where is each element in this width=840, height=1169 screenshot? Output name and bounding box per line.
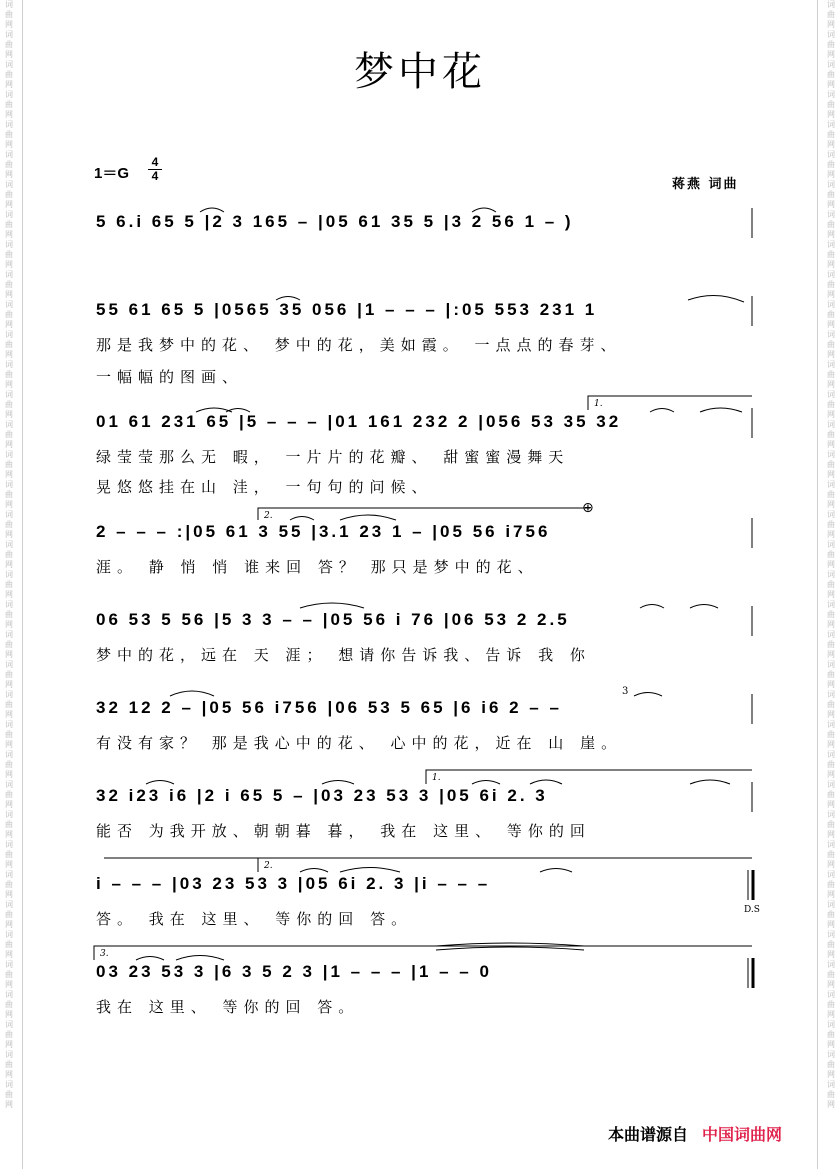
composer-credit: 蒋燕 词曲	[672, 177, 739, 192]
volta-bracket	[94, 946, 752, 960]
song-title: 梦中花	[354, 49, 486, 95]
ds-label: D.S	[744, 905, 760, 915]
slur	[436, 947, 584, 950]
slur	[200, 208, 224, 212]
notation-line: 2 – – – :|05 61 3 55 |3.1 23 1 – |05 56 i756	[96, 522, 551, 541]
slur	[690, 605, 718, 609]
right-watermark: 词曲网词曲网词曲网词曲网词曲网词曲网词曲网词曲网词曲网词曲网词曲网词曲网词曲网词曲网词曲网词曲网词曲网词曲网词曲网词曲网词曲网词曲网词曲网词曲网词曲网词曲网词曲网词曲网词曲网词曲网词曲网词曲网词曲网词曲网词曲网词曲网词曲网	[827, 0, 835, 1109]
slur	[300, 869, 328, 873]
slur	[276, 297, 300, 301]
notation-line: 5 6.i 65 5 |2 3 165 – |05 61 35 5 |3 2 56 1 – )	[96, 212, 574, 231]
footer-credit	[608, 1122, 782, 1145]
footer-source: 本曲谱源自	[608, 1125, 689, 1144]
lyric-line: 那是我梦中的花、 梦中的花，美如霞。 一点点的春芽、	[96, 336, 622, 354]
slur	[690, 780, 730, 784]
slur	[530, 780, 562, 784]
slur	[472, 208, 496, 212]
lyric-line: 答。 我在 这里、 等你的回 答。	[96, 910, 413, 928]
volta-2-label: 2.	[264, 511, 273, 521]
slur	[136, 957, 164, 961]
left-watermark: 词曲网词曲网词曲网词曲网词曲网词曲网词曲网词曲网词曲网词曲网词曲网词曲网词曲网词曲网词曲网词曲网词曲网词曲网词曲网词曲网词曲网词曲网词曲网词曲网词曲网词曲网词曲网词曲网词曲网词曲网词曲网词曲网词曲网词曲网词曲网词曲网词曲网	[5, 0, 13, 1109]
volta-1-label: 1.	[432, 773, 441, 783]
notation-line: 32 i23 i6 |2 i 65 5 – |03 23 53 3 |05 6i 2. 3	[96, 786, 548, 805]
lyric-line: 有没有家？ 那是我心中的花、 心中的花，近在 山 崖。	[96, 734, 623, 752]
slur	[340, 868, 400, 873]
slur	[650, 409, 674, 413]
slur	[688, 295, 744, 302]
lyric-line: 涯。 静 悄 悄 谁来回 答？ 那只是梦中的花、	[96, 558, 539, 576]
slur	[640, 605, 664, 609]
triplet-label: 3	[622, 686, 629, 697]
slur	[340, 515, 396, 520]
volta-3-label: 3.	[100, 949, 109, 959]
slur	[290, 517, 314, 521]
lyric-line: 能否 为我开放、朝朝暮 暮， 我在 这里、 等你的回	[96, 822, 591, 840]
segno-mark: ⊕	[582, 500, 594, 516]
volta-bracket	[588, 396, 752, 410]
volta-2-label: 2.	[264, 861, 273, 871]
notation-line: 32 12 2 – |05 56 i756 |06 53 5 65 |6 i6 2 – –	[96, 698, 562, 717]
slur	[170, 691, 214, 696]
slur	[322, 781, 354, 785]
slur	[472, 781, 500, 785]
meter-bottom: 4	[151, 169, 159, 183]
notation-line: 01 61 231 65 |5 – – – |01 161 232 2 |056 53 35 32	[96, 412, 622, 431]
volta-bracket	[426, 770, 752, 784]
slur	[634, 693, 662, 697]
meter-top: 4	[148, 156, 162, 170]
notation-line: i – – – |03 23 53 3 |05 6i 2. 3 |i – – –	[96, 874, 491, 893]
slur	[300, 603, 364, 608]
volta-bracket	[258, 508, 590, 520]
slur	[176, 956, 224, 961]
footer-brand[interactable]: 中国词曲网	[702, 1125, 783, 1144]
slur	[540, 869, 572, 873]
slur	[700, 408, 742, 412]
lyric-line: 晃悠悠挂在山 洼， 一句句的问候、	[96, 478, 433, 496]
lyric-line: 一幅幅的图画、	[96, 368, 244, 386]
lyric-line: 绿莹莹那么无 暇， 一片片的花瓣、 甜蜜蜜漫舞天	[96, 448, 570, 466]
notation-line: 06 53 5 56 |5 3 3 – – |05 56 i 76 |06 53 2 2.5	[96, 610, 570, 629]
lyric-line: 梦中的花，远在 天 涯； 想请你告诉我、告诉 我 你	[96, 646, 591, 664]
notation-line: 55 61 65 5 |0565 35 056 |1 – – – |:05 553 231 1	[96, 300, 598, 319]
key-signature: 1＝G	[94, 165, 130, 182]
slur	[146, 781, 174, 785]
lyric-line: 我在 这里、 等你的回 答。	[96, 998, 360, 1016]
notation-line: 03 23 53 3 |6 3 5 2 3 |1 – – – |1 – – 0	[96, 962, 492, 981]
volta-1-label: 1.	[594, 399, 603, 409]
